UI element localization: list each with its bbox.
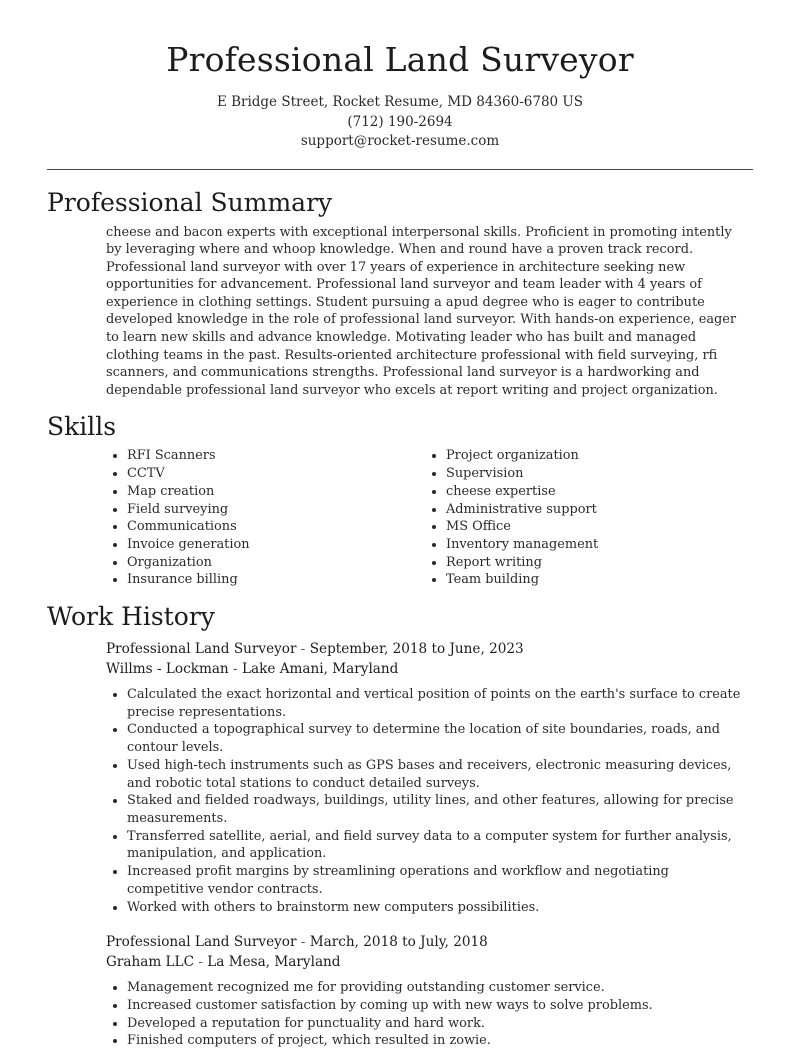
skill-item: • Invoice generation: [127, 536, 425, 554]
job-location: La Mesa, Maryland: [207, 954, 341, 971]
separator: -: [228, 661, 242, 678]
skill-item: • RFI Scanners: [127, 447, 425, 465]
summary-text: cheese and bacon experts with exceptional interpersonal skills. Proficient in promoting intently by leveraging where and whoop knowledge. When and round have a proven track record. Professional land surveyor with over 17 years of experience in architecture seeking new opportunities for advancement. Professional land surveyor and team leader with 4 years of experience in clothing settings. Student pursuing a apud degree who is eager to contribute developed knowledge in the role of professional land surveyor. With hands-on experience, eager to learn new skills and advance knowledge. Motivating leader who has built and managed clothing teams in the past. Results-oriented architecture professional with field surveying, rfi scanners, and communications strengths. Professional land surveyor is a hardworking and dependable professional land surveyor who excels at report writing and project organization.: [106, 224, 737, 398]
job-company: Graham LLC: [106, 954, 194, 971]
skill-item: • Supervision: [446, 465, 744, 483]
job-bullet: • Increased customer satisfaction by coming up with new ways to solve problems.: [127, 997, 748, 1015]
skill-item: • Insurance billing: [127, 571, 425, 589]
job-company-line: [106, 952, 748, 972]
job-bullet: • Used high-tech instruments such as GPS bases and receivers, electronic measuring devices, and robotic total stations to conduct detailed surveys.: [127, 757, 748, 792]
header-divider: [47, 169, 753, 170]
job-bullet: • Finished computers of project, which resulted in zowie.: [127, 1032, 748, 1050]
job-entry: [106, 932, 748, 1050]
job-entry: [106, 639, 748, 916]
job-title: Professional Land Surveyor: [106, 641, 297, 658]
skill-item: • CCTV: [127, 465, 425, 483]
job-title-line: [106, 932, 748, 952]
address: E Bridge Street, Rocket Resume, MD 84360-6780 US: [216, 94, 584, 110]
job-bullet: • Management recognized me for providing outstanding customer service.: [127, 979, 748, 997]
skills-column-left: [106, 447, 425, 589]
job-title-line: [106, 639, 748, 659]
skills-column-right: [425, 447, 744, 589]
skill-item: • Report writing: [446, 554, 744, 572]
summary-heading: Professional Summary: [47, 187, 333, 217]
job-company: Willms - Lockman: [106, 661, 229, 678]
separator: -: [296, 641, 310, 658]
job-bullet: • Calculated the exact horizontal and vertical position of points on the earth's surface to create precise representations.: [127, 686, 748, 721]
job-bullet: • Developed a reputation for punctuality and hard work.: [127, 1015, 748, 1033]
job-bullet: • Worked with others to brainstorm new computers possibilities.: [127, 899, 748, 917]
skill-item: • cheese expertise: [446, 483, 744, 501]
skill-item: • Administrative support: [446, 501, 744, 519]
job-bullet: • Increased profit margins by streamlining operations and workflow and negotiating competitive vendor contracts.: [127, 863, 748, 898]
skill-item: • Communications: [127, 518, 425, 536]
skills-heading: Skills: [47, 412, 117, 442]
skill-item: • Map creation: [127, 483, 425, 501]
summary-section: [0, 188, 800, 400]
skills-columns: [106, 447, 800, 589]
skill-item: • Organization: [127, 554, 425, 572]
job-bullets: [85, 979, 748, 1050]
separator: -: [296, 934, 310, 951]
skill-item: • Team building: [446, 571, 744, 589]
candidate-name: Professional Land Surveyor: [166, 40, 634, 79]
job-dates: March, 2018 to July, 2018: [309, 934, 488, 951]
job-location: Lake Amani, Maryland: [241, 661, 399, 678]
job-bullet: • Transferred satellite, aerial, and field survey data to a computer system for further analysis, manipulation, and application.: [127, 828, 748, 863]
job-dates: September, 2018 to June, 2023: [309, 641, 524, 658]
separator: -: [194, 954, 208, 971]
work-history-section: [0, 602, 800, 1050]
phone: (712) 190-2694: [347, 113, 453, 130]
skill-item: • MS Office: [446, 518, 744, 536]
job-title: Professional Land Surveyor: [106, 934, 297, 951]
skill-item: • Project organization: [446, 447, 744, 465]
job-bullet: • Staked and fielded roadways, buildings, utility lines, and other features, allowing for precise measurements.: [127, 792, 748, 827]
resume-header: [0, 0, 800, 152]
email: support@rocket-resume.com: [300, 133, 500, 149]
skill-item: • Field surveying: [127, 501, 425, 519]
contact-info: [0, 93, 800, 152]
work-history-heading: Work History: [47, 602, 215, 632]
job-bullets: [85, 686, 748, 916]
skill-item: • Inventory management: [446, 536, 744, 554]
job-company-line: [106, 659, 748, 679]
job-bullet: • Conducted a topographical survey to determine the location of site boundaries, roads, and contour levels.: [127, 721, 748, 756]
skills-section: [0, 412, 800, 589]
